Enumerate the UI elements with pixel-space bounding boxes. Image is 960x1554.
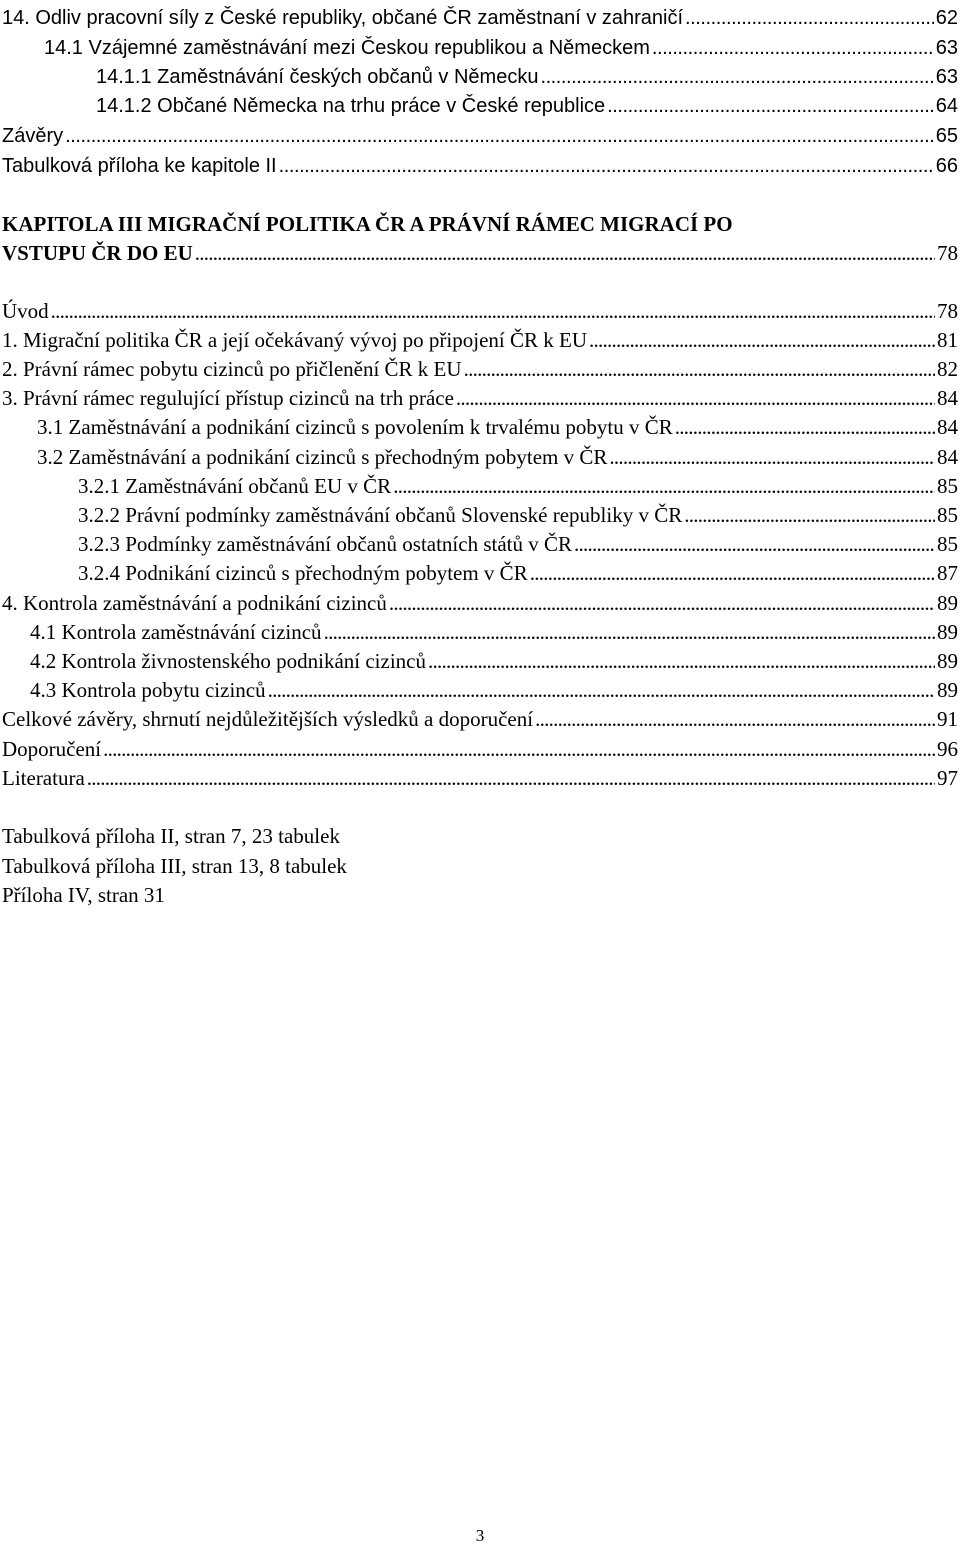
- toc-entry[interactable]: [0, 676, 960, 705]
- toc-leader-dots: [675, 413, 935, 442]
- toc-leader-dots: [607, 92, 934, 121]
- toc-entry[interactable]: [0, 647, 960, 676]
- toc-entry-page: 82: [937, 357, 958, 381]
- chapter-heading-continued: VSTUPU ČR DO EU: [2, 241, 193, 265]
- toc-entry-page: 85: [937, 532, 958, 556]
- toc-entry-page: 97: [937, 766, 958, 790]
- toc-leader-dots: [652, 34, 934, 63]
- appendix-note: Příloha IV, stran 31: [2, 883, 165, 907]
- toc-entry-page: 63: [935, 37, 958, 59]
- toc-entry[interactable]: [0, 413, 960, 442]
- toc-entry-page: 85: [937, 503, 958, 527]
- toc-entry-page: 62: [935, 7, 958, 29]
- toc-entry-page: 87: [937, 561, 958, 585]
- toc-entry[interactable]: [0, 63, 960, 92]
- toc-leader-dots: [389, 589, 935, 618]
- toc-entry[interactable]: [0, 122, 960, 151]
- toc-leader-dots: [684, 501, 935, 530]
- toc-entry-page: 78: [937, 241, 958, 265]
- toc-leader-dots: [393, 472, 935, 501]
- toc-entry-page: 84: [937, 386, 958, 410]
- toc-entry-page: 81: [937, 328, 958, 352]
- toc-entry[interactable]: [0, 34, 960, 63]
- toc-entry[interactable]: [0, 297, 960, 326]
- toc-entry-title: 3. Právní rámec regulující přístup cizinců na trh práce: [2, 386, 454, 410]
- toc-entry-page: 91: [937, 707, 958, 731]
- toc-entry[interactable]: [0, 501, 960, 530]
- chapter-heading: KAPITOLA III MIGRAČNÍ POLITIKA ČR A PRÁVNÍ RÁMEC MIGRACÍ PO: [2, 212, 733, 236]
- toc-entry-title: Úvod: [2, 299, 49, 323]
- toc-entry-title: Literatura: [2, 766, 85, 790]
- toc-entry-page: 89: [937, 620, 958, 644]
- toc-entry-page: 84: [937, 415, 958, 439]
- toc-leader-dots: [103, 735, 935, 764]
- appendix-note: Tabulková příloha III, stran 13, 8 tabulek: [2, 854, 347, 878]
- toc-leader-dots: [428, 647, 935, 676]
- toc-entry-title: 3.2.4 Podnikání cizinců s přechodným pobytem v ČR: [78, 561, 528, 585]
- toc-entry-title: 2. Právní rámec pobytu cizinců po přičlenění ČR k EU: [2, 357, 462, 381]
- toc-entry-title: 4.1 Kontrola zaměstnávání cizinců: [30, 620, 322, 644]
- toc-entry-title: Tabulková příloha ke kapitole II: [2, 155, 277, 177]
- toc-leader-dots: [324, 618, 935, 647]
- toc-entry-title: 4.3 Kontrola pobytu cizinců: [30, 678, 266, 702]
- toc-entry[interactable]: [0, 92, 960, 121]
- toc-entry[interactable]: [0, 443, 960, 472]
- toc-leader-dots: [609, 443, 935, 472]
- toc-entry-page: 65: [935, 125, 958, 147]
- toc-entry[interactable]: [0, 355, 960, 384]
- toc-leader-dots: [574, 530, 935, 559]
- toc-entry-title: Doporučení: [2, 737, 102, 761]
- toc-entry-title: 4.2 Kontrola živnostenského podnikání cizinců: [30, 649, 426, 673]
- toc-entry[interactable]: [0, 152, 960, 181]
- toc-leader-dots: [87, 764, 935, 793]
- toc-entry-page: 84: [937, 445, 958, 469]
- toc-entry-title: Celkové závěry, shrnutí nejdůležitějších výsledků a doporučení: [2, 707, 534, 731]
- toc-entry-title: 1. Migrační politika ČR a její očekávaný vývoj po připojení ČR k EU: [2, 328, 587, 352]
- toc-entry-title: 3.1 Zaměstnávání a podnikání cizinců s povolením k trvalému pobytu v ČR: [37, 415, 673, 439]
- toc-entry[interactable]: [0, 530, 960, 559]
- toc-entry[interactable]: [0, 705, 960, 734]
- toc-entry[interactable]: [0, 618, 960, 647]
- toc-entry-title: 3.2.1 Zaměstnávání občanů EU v ČR: [78, 474, 392, 498]
- toc-entry[interactable]: [0, 326, 960, 355]
- toc-entry[interactable]: [0, 764, 960, 793]
- page-number: 3: [475, 1526, 485, 1545]
- toc-entry-title: 3.2.2 Právní podmínky zaměstnávání občanů Slovenské republiky v ČR: [78, 503, 683, 527]
- toc-entry-title: 14.1.2 Občané Německa na trhu práce v České republice: [96, 95, 606, 117]
- toc-leader-dots: [456, 384, 935, 413]
- toc-leader-dots: [535, 705, 935, 734]
- toc-entry-page: 64: [935, 95, 958, 117]
- toc-leader-dots: [268, 676, 935, 705]
- toc-entry-page: 78: [937, 299, 958, 323]
- toc-leader-dots: [65, 122, 934, 151]
- toc-entry-title: 3.2 Zaměstnávání a podnikání cizinců s přechodným pobytem v ČR: [37, 445, 608, 469]
- toc-leader-dots: [51, 297, 935, 326]
- toc-entry[interactable]: [0, 472, 960, 501]
- toc-leader-dots: [464, 355, 935, 384]
- toc-entry[interactable]: [0, 384, 960, 413]
- toc-entry[interactable]: [0, 735, 960, 764]
- toc-leader-dots: [540, 63, 933, 92]
- toc-leader-dots: [279, 152, 934, 181]
- toc-entry-title: 14.1.1 Zaměstnávání českých občanů v Německu: [96, 66, 539, 88]
- toc-leader-dots: [685, 4, 934, 33]
- toc-entry-page: 66: [935, 155, 958, 177]
- appendix-note: Tabulková příloha II, stran 7, 23 tabulek: [2, 824, 340, 848]
- toc-entry-page: 89: [937, 649, 958, 673]
- toc-entry-chapter[interactable]: [0, 239, 960, 268]
- toc-entry-title: 4. Kontrola zaměstnávání a podnikání cizinců: [2, 591, 387, 615]
- toc-entry-title: 14.1 Vzájemné zaměstnávání mezi Českou republikou a Německem: [44, 37, 650, 59]
- toc-entry-page: 63: [935, 66, 958, 88]
- toc-entry-title: Závěry: [2, 125, 64, 147]
- toc-entry-page: 89: [937, 591, 958, 615]
- toc-entry-title: 14. Odliv pracovní síly z České republiky, občané ČR zaměstnaní v zahraničí: [2, 7, 684, 29]
- toc-entry-page: 85: [937, 474, 958, 498]
- toc-entry[interactable]: [0, 559, 960, 588]
- toc-entry[interactable]: [0, 589, 960, 618]
- toc-leader-dots: [195, 239, 935, 268]
- toc-leader-dots: [589, 326, 935, 355]
- toc-entry-page: 96: [937, 737, 958, 761]
- toc-entry[interactable]: [0, 4, 960, 33]
- toc-leader-dots: [530, 559, 935, 588]
- toc-entry-page: 89: [937, 678, 958, 702]
- toc-entry-title: 3.2.3 Podmínky zaměstnávání občanů ostatních států v ČR: [78, 532, 573, 556]
